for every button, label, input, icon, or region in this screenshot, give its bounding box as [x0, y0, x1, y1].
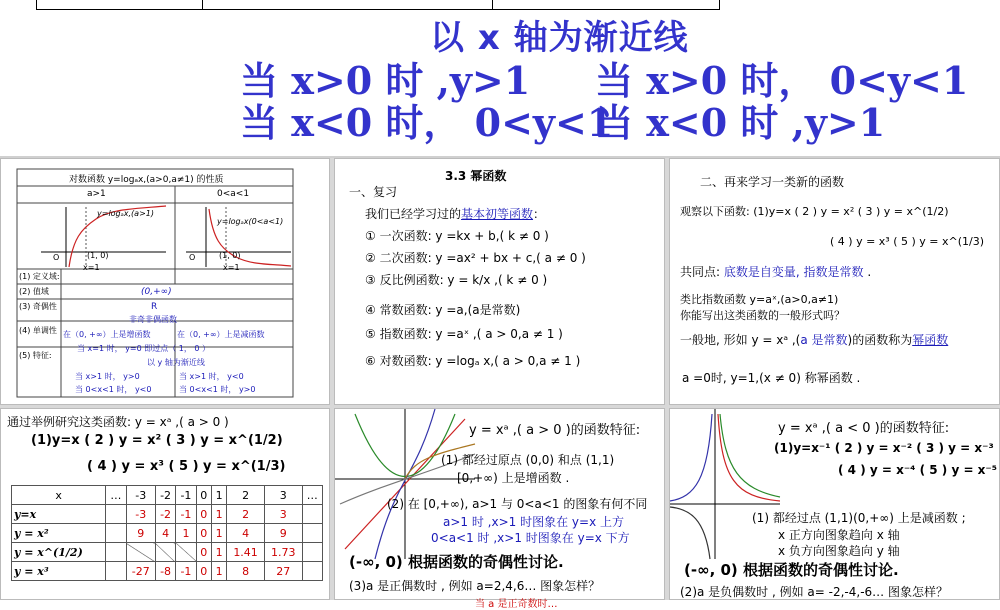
- table-cell: 9: [126, 524, 155, 543]
- intro-suffix: ：: [533, 207, 546, 221]
- table-cell: [302, 543, 322, 562]
- table-cell: -1: [176, 562, 196, 581]
- common-value: 底数是自变量, 指数是常数: [723, 265, 864, 279]
- def-part: 一般地, 形如 y = xᵃ ,(: [680, 333, 801, 347]
- intro-keyword: 基本初等函数: [461, 207, 534, 221]
- slide-negative-exponent: [669, 408, 1000, 600]
- hero-slide: [0, 0, 1000, 158]
- table-cell: 4: [227, 524, 265, 543]
- table-cell: 8: [227, 562, 265, 581]
- graph2-label: y=logₐx(0<a<1): [217, 217, 284, 226]
- point-label: (1, 0): [87, 251, 109, 260]
- function-item: ③ 反比例函数: y = k/x ,( k ≠ 0 ): [365, 273, 548, 287]
- table-cell: 1: [176, 524, 196, 543]
- table-divider: [202, 0, 203, 10]
- row-label: y = x²: [12, 524, 106, 543]
- analogy-text: 类比指数函数 y=aˣ,(a>0,a≠1): [680, 293, 839, 306]
- table-cell: -8: [155, 562, 175, 581]
- slide-review: [334, 158, 665, 405]
- point-label: (1, 0): [219, 251, 241, 260]
- examples-line-2: ( 4 ) y = x³ ( 5 ) y = x^(1/3): [87, 459, 286, 474]
- table-header-cell: -2: [155, 486, 175, 505]
- table-header-cell: -3: [126, 486, 155, 505]
- origin-label: O: [189, 253, 196, 262]
- function-item: ② 二次函数: y =ax² + bx + c,( a ≠ 0 ): [365, 251, 586, 265]
- table-cell: [106, 562, 126, 581]
- def-constant: a 是常数: [800, 333, 848, 347]
- table-cell: -2: [155, 505, 175, 524]
- table-row: [12, 524, 323, 543]
- table-cell: [106, 524, 126, 543]
- question-text: 你能写出这类函数的一般形式吗？: [680, 309, 845, 322]
- table-cell: -1: [176, 505, 196, 524]
- value-sign-1: 当 x>1 时， y>0: [75, 372, 140, 381]
- slide-title: 二、再来学习一类新的函数: [700, 175, 845, 189]
- table-cell-empty: [155, 543, 175, 562]
- examples-line-1: (1)y=x ( 2 ) y = x² ( 3 ) y = x^(1/2): [31, 433, 283, 448]
- origin-label: O: [53, 253, 60, 262]
- slide-title: 3.3 幂函数: [445, 169, 507, 183]
- common-label: 共同点:: [680, 265, 724, 279]
- hero-title: 以 x 轴为渐近线: [430, 18, 689, 58]
- table-row: [12, 505, 323, 524]
- feature-2c: 0<a<1 时 ,x>1 时图象在 y=x 下方: [431, 531, 630, 545]
- table-header-cell: …: [106, 486, 126, 505]
- value-sign-4: 当 0<x<1 时， y>0: [179, 385, 256, 394]
- table-cell: 1: [211, 562, 226, 581]
- table-cell: 1.41: [227, 543, 265, 562]
- feature-3: (-∞, 0) 根据函数的奇偶性讨论.: [349, 553, 564, 571]
- value-asymptote: 以 y 轴为渐近线: [147, 358, 205, 367]
- row-label: y=x: [12, 505, 106, 524]
- col-header-a-gt-1: a>1: [87, 189, 106, 199]
- feature-4: (3)a 是正偶数时 , 例如 a=2,4,6… 图象怎样？: [349, 579, 601, 593]
- examples-line-2: ( 4 ) y = x³ ( 5 ) y = x^(1/3): [830, 235, 985, 248]
- table-divider: [492, 0, 493, 10]
- table-cell: [106, 505, 126, 524]
- feature-1c: x 负方向图象趋向 y 轴: [778, 544, 900, 558]
- hero-line-2a: 当 x<0 时， 0<y<1: [240, 100, 614, 145]
- table-cell: 0: [196, 543, 211, 562]
- zero-case: a =0时, y=1,(x ≠ 0) 称幂函数 .: [682, 371, 861, 385]
- examples-line-1: 观察以下函数: (1)y=x ( 2 ) y = x² ( 3 ) y = x^(1/2): [680, 205, 949, 218]
- table-header-cell: 0: [196, 486, 211, 505]
- table-header-cell: 1: [211, 486, 226, 505]
- table-header-cell: x: [12, 486, 106, 505]
- row-label-feature: (5) 特征:: [19, 351, 52, 360]
- table-cell: [106, 543, 126, 562]
- feature-2b: a>1 时 ,x>1 时图象在 y=x 上方: [443, 515, 624, 529]
- table-cell: 27: [264, 562, 302, 581]
- value-domain: (0,+∞): [141, 287, 172, 297]
- x-equals-1-label: x=1: [223, 263, 240, 272]
- table-cell-empty: [176, 543, 196, 562]
- examples-line-2: ( 4 ) y = x⁻⁴ ( 5 ) y = x⁻⁵: [838, 463, 998, 477]
- table-header-cell: 3: [264, 486, 302, 505]
- table-header-cell: …: [302, 486, 322, 505]
- x-equals-1-label: x=1: [83, 263, 100, 272]
- table-cell: 1.73: [264, 543, 302, 562]
- slide-log-properties: [0, 158, 330, 405]
- feature-1: (1) 都经过原点 (0,0) 和点 (1,1): [441, 453, 615, 467]
- hero-line-1a: 当 x>0 时 ,y>1: [240, 58, 531, 103]
- function-item: ⑥ 对数函数: y =logₐ x,( a > 0,a ≠ 1 ): [365, 354, 581, 368]
- slide-positive-exponent: [334, 408, 665, 610]
- hero-table-fragment: [36, 0, 720, 10]
- feature-4: (2)a 是负偶数时 , 例如 a= -2,-4,-6… 图象怎样？: [680, 585, 948, 599]
- definition-text: [680, 331, 948, 348]
- value-decreasing: 在（0, +∞）上是减函数: [177, 330, 265, 339]
- intro-prefix: 我们已经学习过的: [365, 207, 462, 221]
- table-cell: 1: [211, 543, 226, 562]
- row-label-domain: (1) 定义域:: [19, 272, 60, 281]
- feature-1: (1) 都经过点 (1,1)(0,+∞) 上是减函数 ;: [752, 511, 966, 525]
- table-header-cell: -1: [176, 486, 196, 505]
- table-row: [12, 543, 323, 562]
- feature-1b: x 正方向图象趋向 x 轴: [778, 528, 900, 542]
- row-label: y = x^(1/2): [12, 543, 106, 562]
- feature-2: (2) 在 [0,+∞), a>1 与 0<a<1 的图象有何不同: [387, 497, 648, 511]
- slide-power-intro: [669, 158, 1000, 405]
- power-graph-negative: [670, 409, 780, 559]
- graph1-label: y=logₐx,(a>1): [97, 209, 154, 218]
- examples-line-1: (1)y=x⁻¹ ( 2 ) y = x⁻² ( 3 ) y = x⁻³: [774, 441, 994, 455]
- table-cell: 0: [196, 562, 211, 581]
- table-cell: 2: [227, 505, 265, 524]
- row-label-range: (2) 值域: [19, 287, 49, 296]
- row-label-monotonic: (4) 单调性: [19, 326, 57, 335]
- table-header-cell: 2: [227, 486, 265, 505]
- slide-value-table: [0, 408, 330, 600]
- def-part: )的函数称为: [847, 333, 913, 347]
- table-header-row: [12, 486, 323, 505]
- function-item: ① 一次函数: y =kx + b,( k ≠ 0 ): [365, 229, 549, 243]
- value-increasing: 在（0, +∞）上是增函数: [63, 330, 151, 339]
- feature-5: 当 a 是正奇数时…: [475, 599, 558, 610]
- slide-heading: y = xᵃ ,( a < 0 )的函数特征:: [778, 421, 950, 436]
- value-sign-3: 当 0<x<1 时， y<0: [75, 385, 152, 394]
- table-row: [12, 562, 323, 581]
- common-point: [680, 263, 871, 280]
- slide-heading: y = xᵃ ,( a > 0 )的函数特征:: [469, 423, 641, 438]
- value-range: R: [151, 302, 158, 312]
- function-item: ④ 常数函数: y =a,(a是常数): [365, 303, 521, 317]
- table-cell: 9: [264, 524, 302, 543]
- table-cell: -3: [126, 505, 155, 524]
- function-item: ⑤ 指数函数: y =aˣ ,( a > 0,a ≠ 1 ): [365, 327, 563, 341]
- hero-line-1b: 当 x>0 时， 0<y<1: [595, 58, 969, 103]
- table-cell: -27: [126, 562, 155, 581]
- row-label: y = x³: [12, 562, 106, 581]
- value-sign-2: 当 x>1 时， y<0: [179, 372, 244, 381]
- section-heading: 一、复习: [349, 185, 398, 199]
- table-cell: 4: [155, 524, 175, 543]
- feature-3: (-∞, 0) 根据函数的奇偶性讨论.: [684, 561, 899, 579]
- table-cell: 0: [196, 524, 211, 543]
- log-table-frame: [1, 159, 331, 406]
- feature-1b: [0,+∞) 上是增函数 .: [457, 471, 570, 485]
- table-cell: [302, 505, 322, 524]
- table-cell: [302, 562, 322, 581]
- row-label-parity: (3) 奇偶性: [19, 302, 57, 311]
- table-cell: 3: [264, 505, 302, 524]
- value-fixed-point: 当 x=1 时， y=0 即过点（ 1， 0 ）: [77, 344, 211, 353]
- table-cell-empty: [126, 543, 155, 562]
- table-cell: 1: [211, 505, 226, 524]
- hero-line-2b: 当 x<0 时 ,y>1: [595, 100, 886, 145]
- intro-text: [365, 205, 545, 222]
- def-term: 幂函数: [912, 333, 949, 347]
- table-cell: 0: [196, 505, 211, 524]
- log-table-title: 对数函数 y=logₐx,(a>0,a≠1) 的性质: [69, 175, 224, 185]
- intro-text: 通过举例研究这类函数: y = xᵃ ,( a > 0 ): [7, 415, 229, 429]
- table-cell: 1: [211, 524, 226, 543]
- table-cell: [302, 524, 322, 543]
- common-suffix: .: [863, 265, 872, 279]
- value-parity: 非奇非偶函数: [129, 315, 177, 324]
- values-table: [11, 485, 323, 581]
- col-header-a-lt-1: 0<a<1: [217, 189, 250, 199]
